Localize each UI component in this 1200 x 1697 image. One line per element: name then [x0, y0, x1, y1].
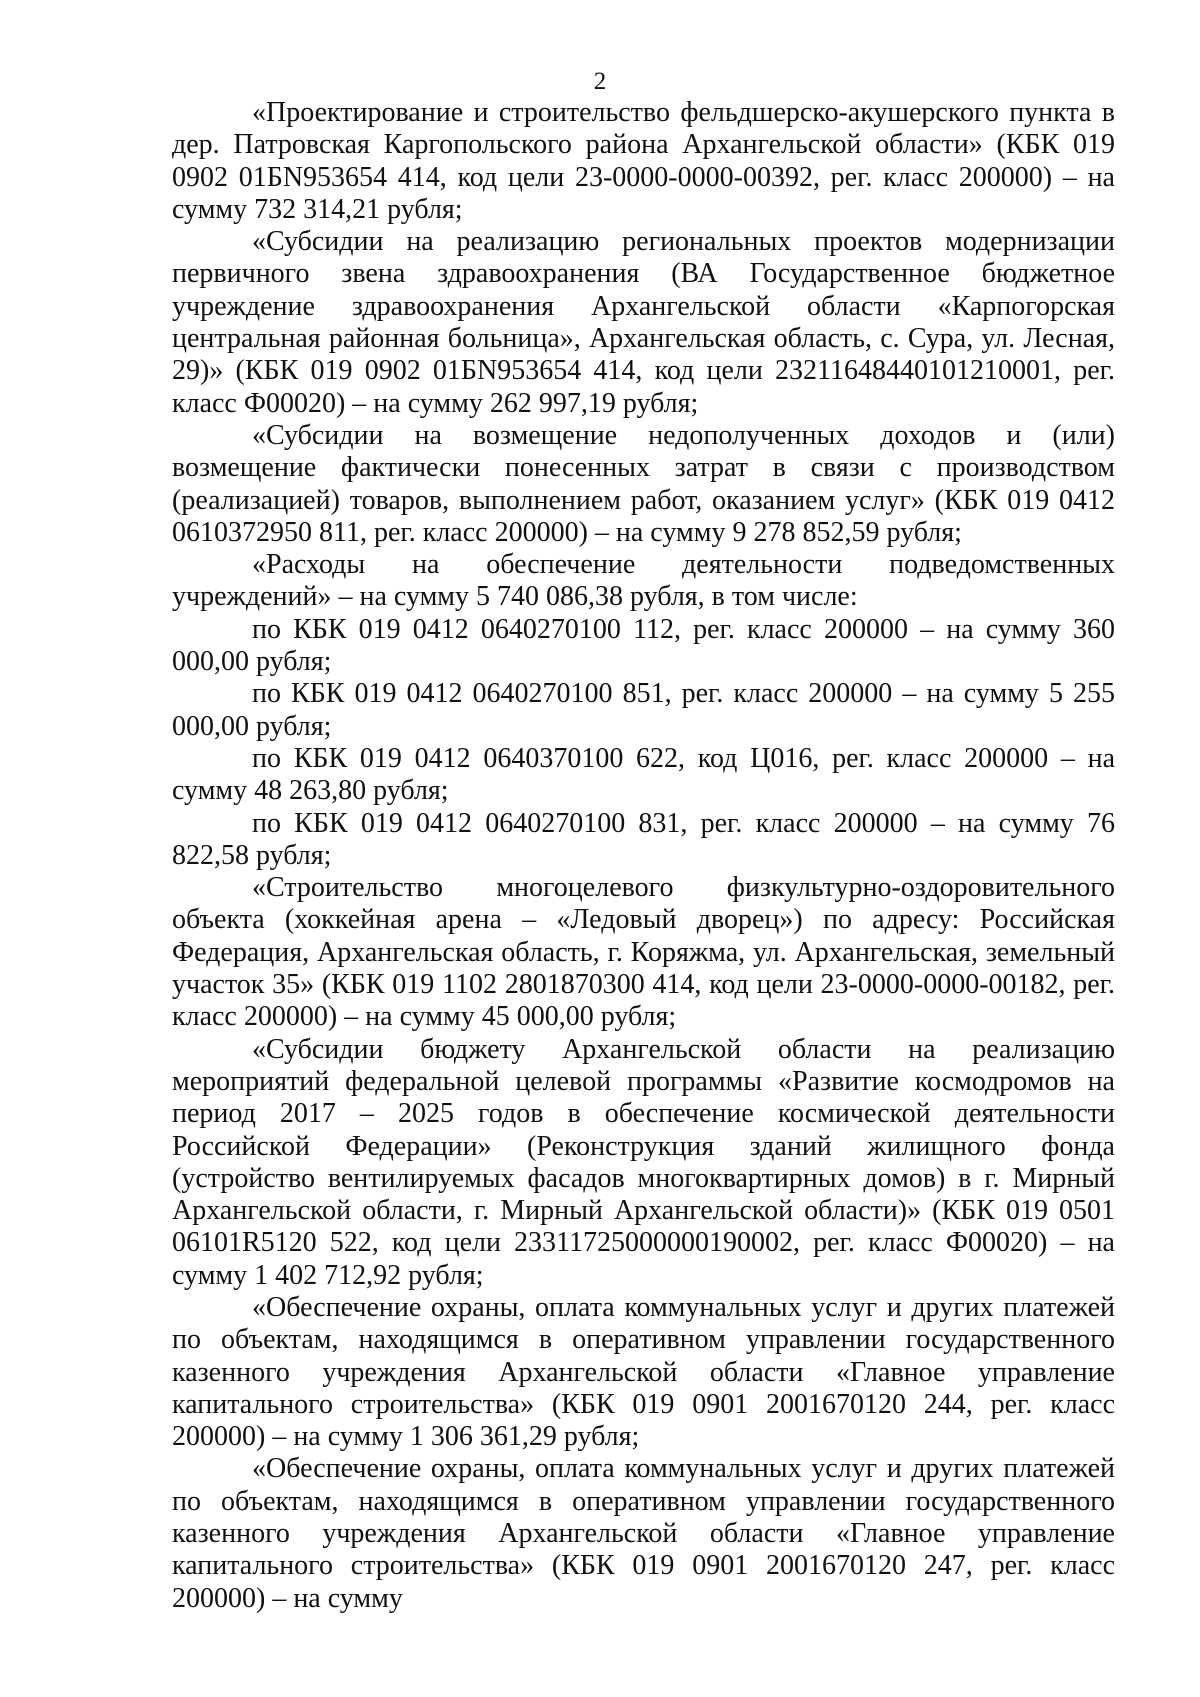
page-number: 2 [593, 68, 607, 95]
document-body [172, 97, 1115, 1615]
paragraph-kbk-112: по КБК 019 0412 0640270100 112, рег. класс 200000 – на сумму 360 000,00 рубля; [172, 613, 1115, 678]
paragraph-primary-healthcare-subsidy: «Субсидии на реализацию региональных проектов модернизации первичного звена здравоохранения (ВА Государственное бюджетное учреждение здравоохранения Архангельской области «Карпогорская центральная районная больница», Архангельская область, с. Сура, ул. Лесная, 29)» (КБК 019 0902 01БN953654 414, код цели 23211648440101210001, рег. класс Ф00020) – на сумму 262 997,19 рубля; [172, 226, 1115, 419]
paragraph-cosmodromes-program-subsidy: «Субсидии бюджету Архангельской области на реализацию мероприятий федеральной целевой программы «Развитие космодромов на период 2017 – 2025 годов в обеспечение космической деятельности Российской Федерации» (Реконструкция зданий жилищного фонда (устройство вентилируемых фасадов многоквартирных домов) в г. Мирный Архангельской области, г. Мирный Архангельской области)» (КБК 019 0501 06101R5120 522, код цели 23311725000000190002, рег. класс Ф00020) – на сумму 1 402 712,92 рубля; [172, 1033, 1115, 1291]
paragraph-fap-patrovskaya: «Проектирование и строительство фельдшерско-акушерского пункта в дер. Патровская Каргопольского района Архангельской области» (КБК 019 0902 01БN953654 414, код цели 23-0000-0000-00392, рег. класс 200000) – на сумму 732 314,21 рубля; [172, 97, 1115, 225]
paragraph-kbk-622: по КБК 019 0412 0640370100 622, код Ц016, рег. класс 200000 – на сумму 48 263,80 рубля; [172, 742, 1115, 807]
paragraph-income-compensation-subsidy: «Субсидии на возмещение недополученных доходов и (или) возмещение фактически понесенных затрат в связи с производством (реализацией) товаров, выполнением работ, оказанием услуг» (КБК 019 0412 0610372950 811, рег. класс 200000) – на сумму 9 278 852,59 рубля; [172, 419, 1115, 548]
paragraph-subordinate-institutions-expenses: «Расходы на обеспечение деятельности подведомственных учреждений» – на сумму 5 740 086,38 рубля, в том числе: [172, 549, 1115, 613]
paragraph-security-utilities-244: «Обеспечение охраны, оплата коммунальных услуг и других платежей по объектам, находящимся в оперативном управлении государственного казенного учреждения Архангельской области «Главное управление капитального строительства» (КБК 019 0901 2001670120 244, рег. класс 200000) – на сумму 1 306 361,29 рубля; [172, 1291, 1115, 1453]
paragraph-ice-palace-koryazhma: «Строительство многоцелевого физкультурно-оздоровительного объекта (хоккейная арена – «Ледовый дворец») по адресу: Российская Федерация, Архангельская область, г. Коряжма, ул. Архангельская, земельный участок 35» (КБК 019 1102 2801870300 414, код цели 23-0000-0000-00182, рег. класс 200000) – на сумму 45 000,00 рубля; [172, 872, 1115, 1033]
paragraph-kbk-831: по КБК 019 0412 0640270100 831, рег. класс 200000 – на сумму 76 822,58 рубля; [172, 807, 1115, 871]
paragraph-kbk-851: по КБК 019 0412 0640270100 851, рег. класс 200000 – на сумму 5 255 000,00 рубля; [172, 678, 1115, 742]
paragraph-security-utilities-247: «Обеспечение охраны, оплата коммунальных услуг и других платежей по объектам, находящимся в оперативном управлении государственного казенного учреждения Архангельской области «Главное управление капитального строительства» (КБК 019 0901 2001670120 247, рег. класс 200000) – на сумму [172, 1453, 1115, 1614]
